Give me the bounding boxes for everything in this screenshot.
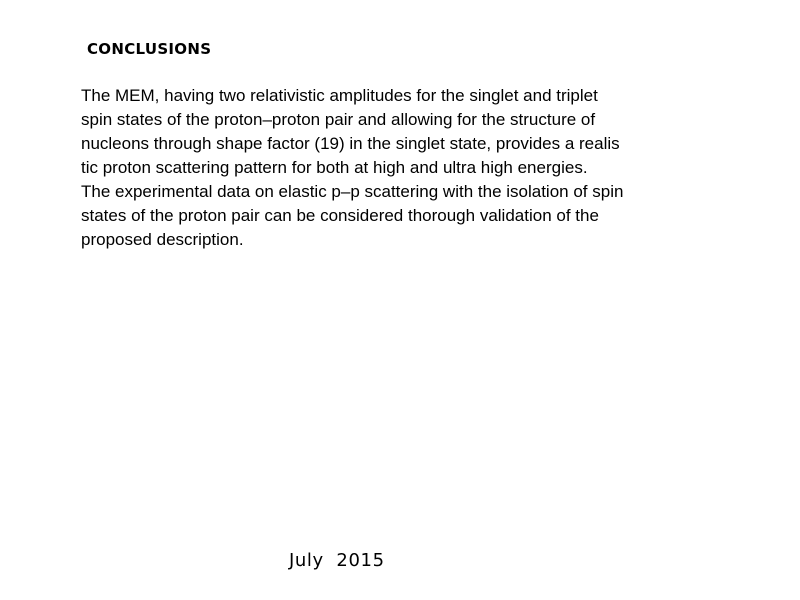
paragraph-line: The MEM, having two relativistic amplitudes for the singlet and triplet <box>81 86 598 105</box>
paragraph-line: The experimental data on elastic p–p scattering with the isolation of spin <box>81 182 624 201</box>
paragraph-line: spin states of the proton–proton pair and allowing for the structure of <box>81 110 596 129</box>
footer-date: July 2015 <box>289 550 385 571</box>
conclusions-paragraph <box>81 84 721 252</box>
paragraph-line: tic proton scattering pattern for both at high and ultra high energies. <box>81 158 588 177</box>
paragraph-line: proposed description. <box>81 230 244 249</box>
paragraph-line: nucleons through shape factor (19) in the singlet state, provides a realis <box>81 134 620 153</box>
paragraph-line: states of the proton pair can be considered thorough validation of the <box>81 206 599 225</box>
section-heading: CONCLUSIONS <box>87 40 212 58</box>
